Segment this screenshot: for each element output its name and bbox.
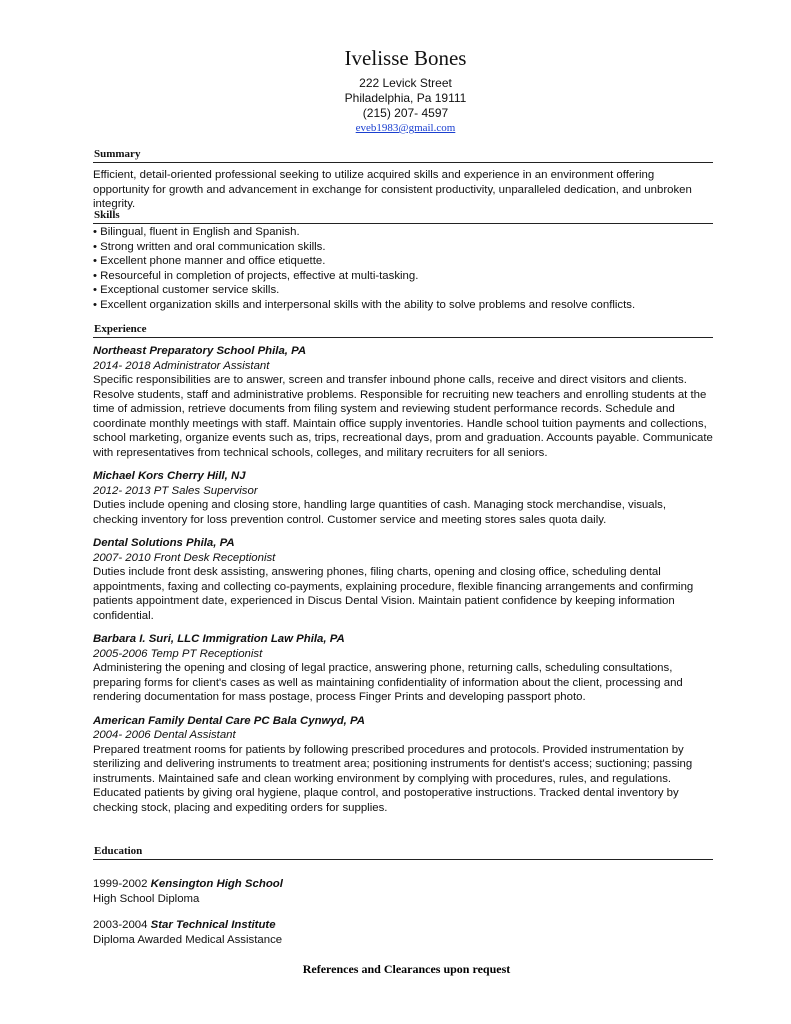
job-employer: Dental Solutions Phila, PA bbox=[93, 537, 235, 549]
phone-number: (215) 207- 4597 bbox=[362, 106, 449, 120]
skills-section bbox=[93, 209, 713, 312]
job-description: Duties include front desk assisting, answering phones, filing charts, opening and closing office, scheduling dental appointments, faxing and collecting co-payments, explaining procedure, flexible financing arrangements and confirming patients appointment date, experienced in Discus Dental Vision. Maintain patient confidence by keeping information confidential. bbox=[93, 566, 694, 622]
candidate-name: Ivelisse Bones bbox=[344, 46, 467, 70]
job-employer: American Family Dental Care PC Bala Cynwyd, PA bbox=[93, 714, 365, 727]
references-note: References and Clearances upon request bbox=[302, 962, 511, 976]
education-list bbox=[93, 877, 713, 947]
job-entry bbox=[93, 632, 713, 705]
education-heading: Education bbox=[94, 845, 143, 857]
job-description: Duties include opening and closing store, handling large quantities of cash. Managing stock merchandise, visuals, checking inventory for loss prevention control. Customer service and meeting stores sales quota daily. bbox=[93, 499, 667, 526]
experience-heading: Experience bbox=[94, 323, 147, 335]
skill-item: • Bilingual, fluent in English and Spanish. bbox=[93, 226, 300, 238]
education-years: 2003-2004 bbox=[93, 919, 148, 931]
experience-section bbox=[93, 323, 713, 824]
job-entry bbox=[93, 344, 713, 460]
summary-divider bbox=[93, 162, 713, 163]
education-detail: Diploma Awarded Medical Assistance bbox=[93, 933, 283, 946]
experience-divider bbox=[93, 337, 713, 338]
job-description: Specific responsibilities are to answer, screen and transfer inbound phone calls, receive and direct visitors and clients. Resolve students, staff and administrative problems. Responsible for recruiting new teachers and enrolling students at the time of admission, retrieve documents from filing system and reviewing student performance records. Schedule and coordinate monthly meetings with staff. Maintain office supply inventories. Handle school tuition payments and collections, school marketing, organize events such as, trips, recreational days, prom and graduation. Accounts payable. Communicate with representatives from technical schools, colleges, and military recruiters for all seniors. bbox=[93, 374, 713, 459]
city-address: Philadelphia, Pa 19111 bbox=[344, 91, 467, 105]
job-role: 2012- 2013 PT Sales Supervisor bbox=[93, 484, 258, 497]
job-entry bbox=[93, 714, 713, 816]
email-link[interactable]: eveb1983@gmail.com bbox=[355, 122, 456, 134]
job-employer: Michael Kors Cherry Hill, NJ bbox=[93, 470, 246, 482]
job-employer: Barbara I. Suri, LLC Immigration Law Phila, PA bbox=[93, 633, 345, 645]
resume-header bbox=[0, 44, 791, 135]
skill-item: • Strong written and oral communication skills. bbox=[93, 240, 326, 253]
skill-item: • Excellent phone manner and office etiquette. bbox=[93, 255, 326, 267]
education-title-line bbox=[93, 877, 713, 892]
education-detail: High School Diploma bbox=[93, 892, 200, 905]
job-entry bbox=[93, 536, 713, 623]
job-description: Prepared treatment rooms for patients by following prescribed procedures and protocols. Provided instrumentation by sterilizing and delivering instruments to treatment area; positioning instruments for dentist's access; suctioning; passing instruments. Maintained safe and clean working environment by complying with procedures, rules, and regulations. Educated patients by giving oral hygiene, plaque control, and postoperative instructions. Tracked dental inventory by checking stock, placing and expediting orders for supplies. bbox=[93, 743, 693, 814]
summary-text: Efficient, detail-oriented professional seeking to utilize acquired skills and experience in an environment offering opportunity for growth and advancement in exchange for consistent productivity, unparalleled dedication, and unbroken integrity. bbox=[93, 169, 692, 210]
jobs-list bbox=[93, 344, 713, 815]
summary-heading: Summary bbox=[94, 148, 141, 160]
job-employer: Northeast Preparatory School Phila, PA bbox=[93, 345, 307, 357]
education-school: Star Technical Institute bbox=[150, 919, 276, 931]
education-divider bbox=[93, 859, 713, 860]
education-section bbox=[93, 845, 713, 947]
summary-section bbox=[93, 148, 713, 212]
skill-item: • Excellent organization skills and interpersonal skills with the ability to solve problems and resolve conflicts. bbox=[93, 298, 636, 311]
education-years: 1999-2002 bbox=[93, 878, 148, 890]
job-description: Administering the opening and closing of legal practice, answering phone, returning calls, scheduling consultations, preparing forms for client's cases as well as maintaining confidentiality of information about the client, processing and rendering documentation for mass postage, process Finger Prints and developing passport photo. bbox=[93, 662, 683, 703]
job-entry bbox=[93, 469, 713, 527]
education-school: Kensington High School bbox=[150, 878, 283, 890]
street-address: 222 Levick Street bbox=[359, 76, 452, 90]
education-entry bbox=[93, 918, 713, 947]
skills-heading: Skills bbox=[94, 209, 120, 221]
skill-item: • Exceptional customer service skills. bbox=[93, 284, 280, 296]
skills-divider bbox=[93, 223, 713, 224]
job-role: 2014- 2018 Administrator Assistant bbox=[93, 359, 270, 372]
job-role: 2004- 2006 Dental Assistant bbox=[93, 729, 236, 741]
skill-item: • Resourceful in completion of projects, effective at multi-tasking. bbox=[93, 269, 419, 282]
job-role: 2007- 2010 Front Desk Receptionist bbox=[93, 551, 276, 564]
job-role: 2005-2006 Temp PT Receptionist bbox=[93, 647, 263, 660]
education-entry bbox=[93, 877, 713, 906]
education-title-line bbox=[93, 918, 713, 933]
skills-list bbox=[93, 225, 713, 312]
